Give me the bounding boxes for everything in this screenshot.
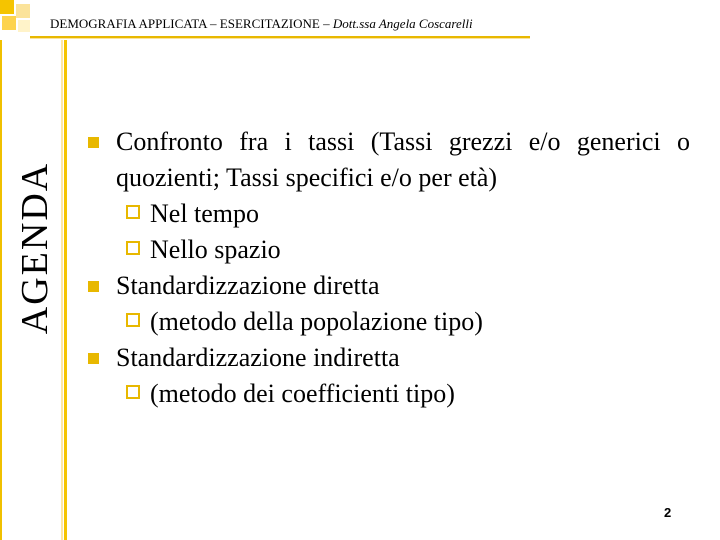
bullet-square-icon bbox=[88, 281, 99, 292]
list-item-text: Standardizzazione indiretta bbox=[116, 343, 400, 372]
decor-square bbox=[16, 4, 30, 18]
decor-square bbox=[2, 16, 16, 30]
list-item-text: Standardizzazione diretta bbox=[116, 271, 380, 300]
list-item bbox=[88, 340, 690, 376]
sidebar-title: AGENDA bbox=[14, 161, 56, 335]
bullet-list bbox=[88, 124, 690, 412]
page-number: 2 bbox=[664, 505, 672, 520]
checkbox-bullet-icon bbox=[126, 385, 140, 399]
bullet-square-icon bbox=[88, 353, 99, 364]
checkbox-bullet-icon bbox=[126, 205, 140, 219]
sub-item-text: (metodo della popolazione tipo) bbox=[150, 307, 483, 336]
sub-item bbox=[88, 196, 690, 232]
list-item-text: Confronto fra i tassi (Tassi grezzi e/o generici o quozienti; Tassi specifici e/o per età) bbox=[116, 127, 690, 192]
sub-item-text: (metodo dei coefficienti tipo) bbox=[150, 379, 455, 408]
list-item bbox=[88, 124, 690, 196]
sub-item bbox=[88, 376, 690, 412]
list-item bbox=[88, 268, 690, 304]
slide-header bbox=[50, 16, 473, 32]
sub-item-text: Nello spazio bbox=[150, 235, 281, 264]
decor-square bbox=[0, 0, 14, 14]
frame-left-line bbox=[0, 40, 2, 540]
checkbox-bullet-icon bbox=[126, 241, 140, 255]
header-divider-light bbox=[30, 38, 530, 39]
sub-item bbox=[88, 304, 690, 340]
sub-item bbox=[88, 232, 690, 268]
frame-inner-line bbox=[64, 40, 67, 540]
header-title: DEMOGRAFIA APPLICATA – ESERCITAZIONE – bbox=[50, 16, 333, 31]
decor-square bbox=[18, 20, 30, 32]
header-author: Dott.ssa Angela Coscarelli bbox=[332, 16, 473, 31]
sub-item-text: Nel tempo bbox=[150, 199, 260, 228]
bullet-square-icon bbox=[88, 137, 99, 148]
frame-inner-line-light bbox=[61, 40, 63, 540]
checkbox-bullet-icon bbox=[126, 313, 140, 327]
